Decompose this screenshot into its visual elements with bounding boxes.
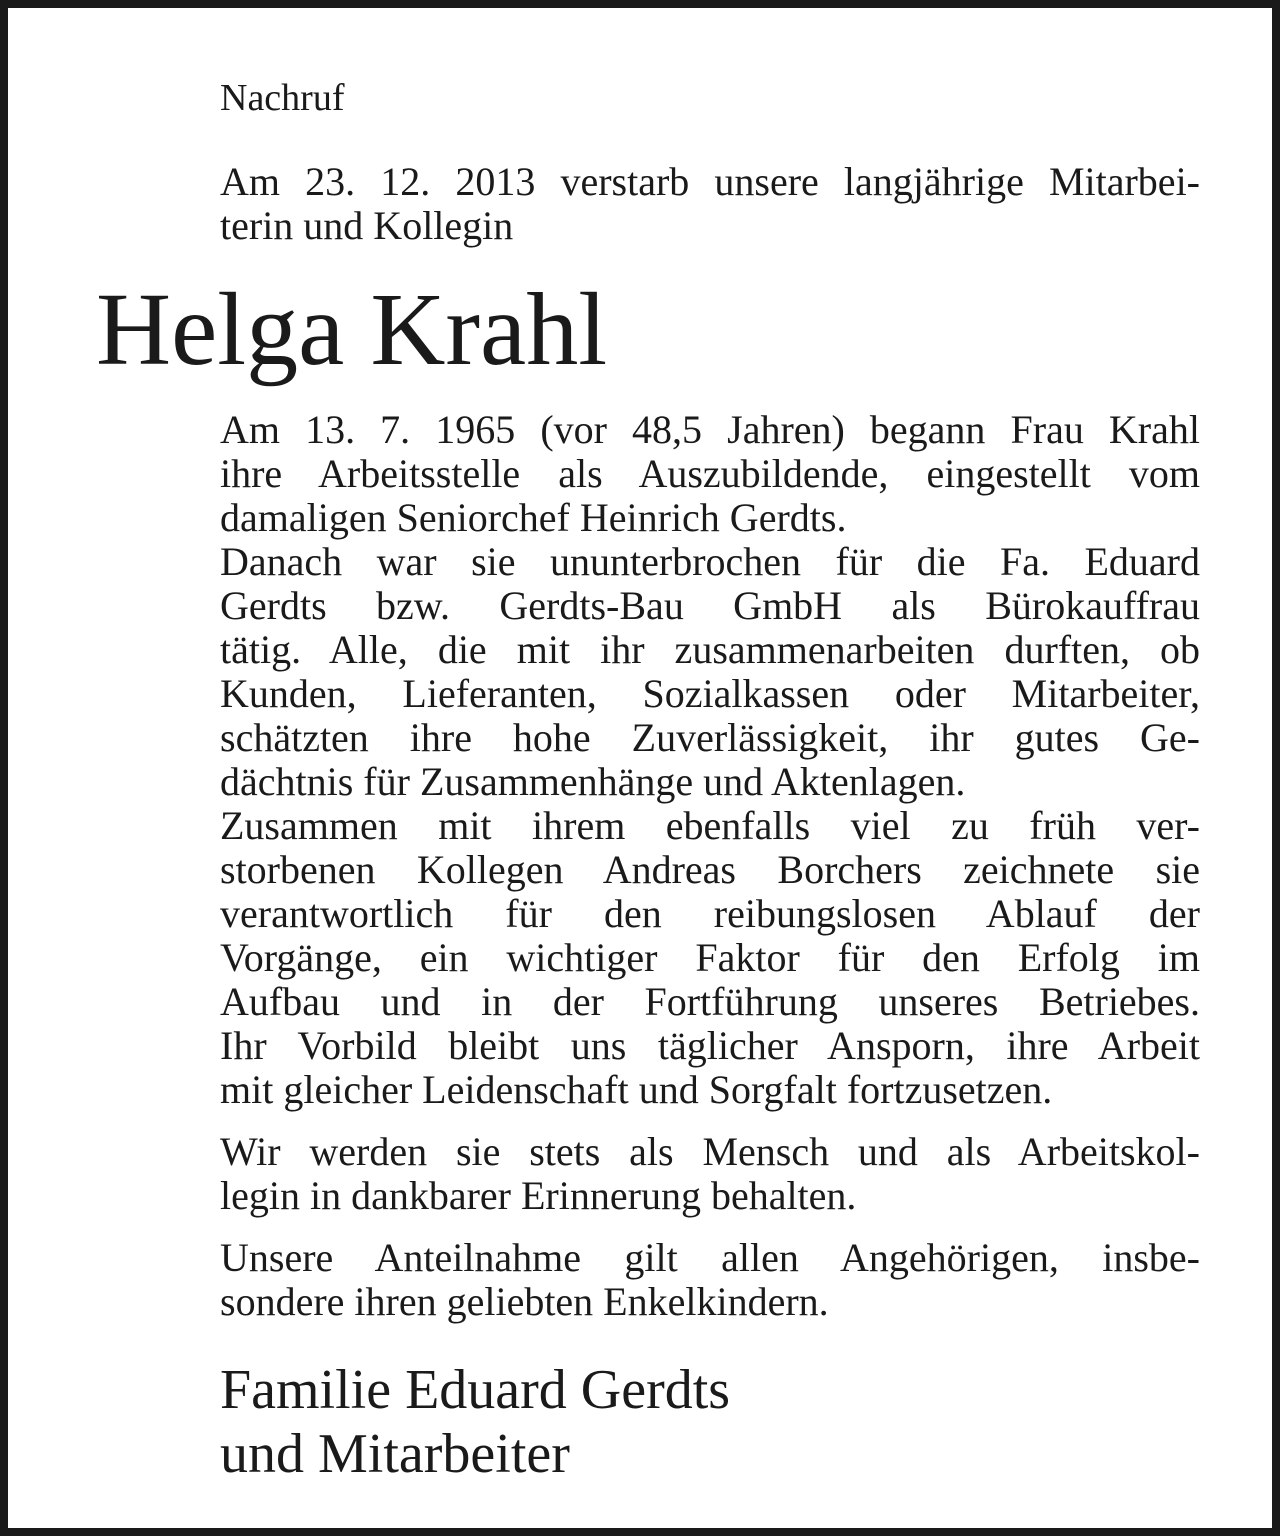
body-line: verantwortlich für den reibungslosen Ablauf der <box>220 891 1200 936</box>
condolence-line: Unsere Anteilnahme gilt allen Angehörigen, insbe- <box>220 1235 1200 1280</box>
body-line: Kunden, Lieferanten, Sozialkassen oder Mitarbeiter, <box>220 671 1200 716</box>
deceased-name: Helga Krahl <box>96 272 608 387</box>
remembrance-paragraph <box>220 1130 1200 1218</box>
body-line: storbenen Kollegen Andreas Borchers zeichnete sie <box>220 847 1200 892</box>
body-line: schätzten ihre hohe Zuverlässigkeit, ihr gutes Ge- <box>220 715 1200 760</box>
condolence-paragraph <box>220 1236 1200 1324</box>
body-line: dächtnis für Zusammenhänge und Aktenlagen. <box>220 759 966 804</box>
body-line: damaligen Seniorchef Heinrich Gerdts. <box>220 495 847 540</box>
body-line: Vorgänge, ein wichtiger Faktor für den Erfolg im <box>220 935 1200 980</box>
signature-line: Familie Eduard Gerdts <box>220 1359 731 1421</box>
body-line: mit gleicher Leidenschaft und Sorgfalt fortzusetzen. <box>220 1067 1053 1112</box>
body-line: tätig. Alle, die mit ihr zusammenarbeiten durften, ob <box>220 627 1200 672</box>
body-line: Ihr Vorbild bleibt uns täglicher Ansporn, ihre Arbeit <box>220 1023 1200 1068</box>
biography-paragraph <box>220 408 1200 1112</box>
intro-line: terin und Kollegin <box>220 203 514 248</box>
signature-line: und Mitarbeiter <box>220 1423 570 1485</box>
notice-heading: Nachruf <box>220 77 345 119</box>
body-line: Gerdts bzw. Gerdts-Bau GmbH als Bürokauffrau <box>220 583 1200 628</box>
condolence-line: sondere ihren geliebten Enkelkindern. <box>220 1279 829 1324</box>
body-line: Aufbau und in der Fortführung unseres Betriebes. <box>220 979 1200 1024</box>
body-line: ihre Arbeitsstelle als Auszubildende, eingestellt vom <box>220 451 1200 496</box>
signature-block <box>220 1358 730 1486</box>
body-line: Am 13. 7. 1965 (vor 48,5 Jahren) begann Frau Krahl <box>220 407 1200 452</box>
remembrance-line: Wir werden sie stets als Mensch und als Arbeitskol- <box>220 1129 1200 1174</box>
intro-line: Am 23. 12. 2013 verstarb unsere langjährige Mitarbei- <box>220 159 1200 204</box>
remembrance-line: legin in dankbarer Erinnerung behalten. <box>220 1173 857 1218</box>
intro-paragraph <box>220 160 1200 248</box>
body-line: Zusammen mit ihrem ebenfalls viel zu früh ver- <box>220 803 1200 848</box>
body-line: Danach war sie ununterbrochen für die Fa. Eduard <box>220 539 1200 584</box>
